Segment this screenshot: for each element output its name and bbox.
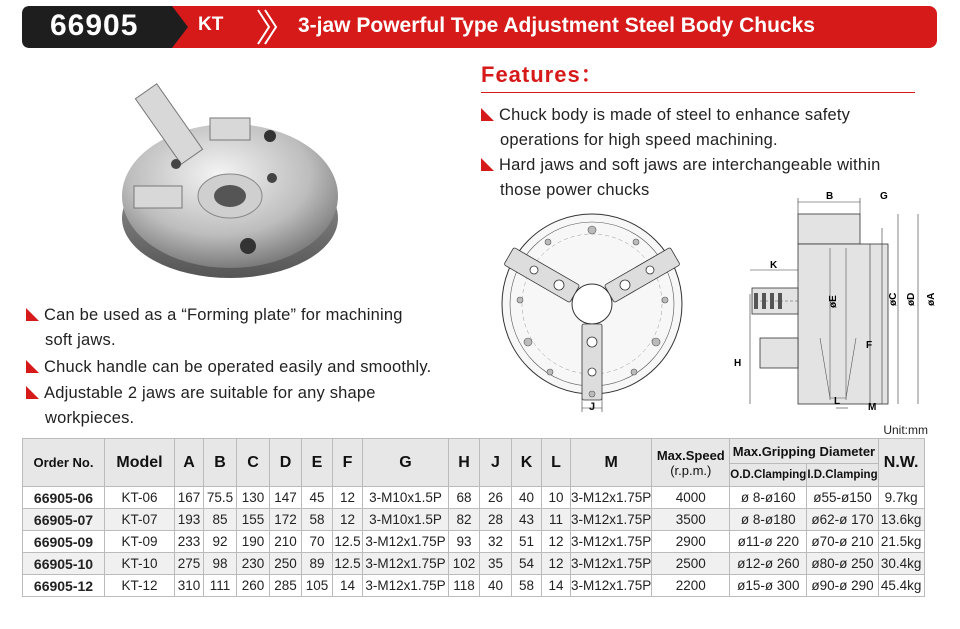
cell-A: 275 — [175, 553, 204, 575]
cell-J: 28 — [480, 509, 512, 531]
dim-label-E: øE — [828, 295, 839, 308]
spec-table — [22, 438, 925, 597]
col-header-K: K — [512, 439, 542, 487]
cell-order: 66905-12 — [23, 575, 105, 597]
cell-G: 3-M12x1.75P — [363, 575, 449, 597]
feature-text: Can be used as a “Forming plate” for machining — [44, 306, 403, 324]
cell-B: 92 — [204, 531, 237, 553]
cell-M: 3-M12x1.75P — [571, 553, 652, 575]
cell-L: 10 — [542, 487, 571, 509]
cell-K: 54 — [512, 553, 542, 575]
cell-H: 82 — [449, 509, 480, 531]
features-heading: Features： — [481, 62, 604, 87]
col-header-B: B — [204, 439, 237, 487]
col-header-id: I.D.Clamping — [807, 464, 878, 487]
col-header-F: F — [333, 439, 363, 487]
cell-speed: 2200 — [652, 575, 730, 597]
cell-J: 40 — [480, 575, 512, 597]
feature-item — [481, 103, 941, 153]
cell-speed: 4000 — [652, 487, 730, 509]
cell-M: 3-M12x1.75P — [571, 575, 652, 597]
table-row — [23, 575, 925, 597]
cell-M: 3-M12x1.75P — [571, 531, 652, 553]
cell-G: 3-M12x1.75P — [363, 553, 449, 575]
cell-L: 12 — [542, 553, 571, 575]
cell-L: 12 — [542, 531, 571, 553]
chuck-photo — [112, 68, 342, 288]
col-header-M: M — [571, 439, 652, 487]
dim-label-G: G — [880, 191, 888, 202]
cell-G: 3-M10x1.5P — [363, 487, 449, 509]
cell-C: 230 — [237, 553, 270, 575]
cell-model: KT-10 — [105, 553, 175, 575]
cell-E: 70 — [302, 531, 333, 553]
col-header-A: A — [175, 439, 204, 487]
table-row — [23, 509, 925, 531]
cell-od: ø 8-ø180 — [730, 509, 807, 531]
cell-nw: 45.4kg — [878, 575, 924, 597]
cell-E: 45 — [302, 487, 333, 509]
cell-H: 118 — [449, 575, 480, 597]
cell-nw: 9.7kg — [878, 487, 924, 509]
cell-order: 66905-09 — [23, 531, 105, 553]
front-view-drawing — [500, 212, 715, 417]
cell-B: 85 — [204, 509, 237, 531]
cell-model: KT-09 — [105, 531, 175, 553]
dim-label-C: øC — [888, 292, 899, 306]
cell-id: ø55-ø150 — [807, 487, 878, 509]
cell-id: ø62-ø 170 — [807, 509, 878, 531]
col-header-C: C — [237, 439, 270, 487]
col-header-J: J — [480, 439, 512, 487]
dim-label-B: B — [826, 191, 834, 202]
cell-order: 66905-10 — [23, 553, 105, 575]
cell-E: 89 — [302, 553, 333, 575]
cell-nw: 13.6kg — [878, 509, 924, 531]
col-header-speed — [652, 439, 730, 487]
unit-note: Unit:mm — [883, 423, 928, 437]
cell-F: 12.5 — [333, 531, 363, 553]
feature-text: Adjustable 2 jaws are suitable for any shape — [44, 384, 376, 402]
header-banner — [22, 6, 937, 48]
col-header-D: D — [270, 439, 302, 487]
series-code: KT — [198, 14, 224, 35]
cell-J: 26 — [480, 487, 512, 509]
cell-G: 3-M12x1.75P — [363, 531, 449, 553]
cell-order: 66905-06 — [23, 487, 105, 509]
bullet-triangle-icon — [26, 360, 39, 373]
col-header-E: E — [302, 439, 333, 487]
dim-label-L: L — [834, 396, 841, 407]
cell-G: 3-M10x1.5P — [363, 509, 449, 531]
cell-F: 12 — [333, 509, 363, 531]
cell-J: 35 — [480, 553, 512, 575]
speed-label: Max.Speed — [656, 447, 725, 463]
col-header-od: O.D.Clamping — [730, 464, 807, 487]
cell-od: ø12-ø 260 — [730, 553, 807, 575]
dim-label-D: øD — [906, 292, 917, 306]
col-header-model: Model — [105, 439, 175, 487]
cell-J: 32 — [480, 531, 512, 553]
side-view-drawing — [720, 188, 950, 416]
cell-A: 310 — [175, 575, 204, 597]
col-header-order: Order No. — [23, 439, 105, 487]
cell-A: 193 — [175, 509, 204, 531]
feature-text: operations for high speed machining. — [500, 131, 778, 149]
features-divider — [481, 92, 915, 93]
dim-label-J: J — [589, 401, 596, 413]
cell-order: 66905-07 — [23, 509, 105, 531]
cell-od: ø 8-ø160 — [730, 487, 807, 509]
cell-model: KT-06 — [105, 487, 175, 509]
feature-text: Hard jaws and soft jaws are interchangeable within — [499, 156, 881, 174]
bullet-triangle-icon — [26, 386, 39, 399]
cell-H: 68 — [449, 487, 480, 509]
cell-B: 111 — [204, 575, 237, 597]
cell-C: 190 — [237, 531, 270, 553]
cell-nw: 21.5kg — [878, 531, 924, 553]
feature-text: soft jaws. — [45, 331, 116, 349]
cell-K: 58 — [512, 575, 542, 597]
table-row — [23, 531, 925, 553]
cell-speed: 3500 — [652, 509, 730, 531]
cell-id: ø80-ø 250 — [807, 553, 878, 575]
cell-speed: 2900 — [652, 531, 730, 553]
feature-item — [26, 355, 496, 380]
cell-M: 3-M12x1.75P — [571, 509, 652, 531]
cell-A: 167 — [175, 487, 204, 509]
col-header-L: L — [542, 439, 571, 487]
cell-speed: 2500 — [652, 553, 730, 575]
feature-item — [26, 381, 496, 431]
col-header-grip: Max.Gripping Diameter — [730, 439, 878, 464]
speed-unit: (r.p.m.) — [670, 462, 712, 478]
cell-model: KT-07 — [105, 509, 175, 531]
cell-M: 3-M12x1.75P — [571, 487, 652, 509]
cell-D: 147 — [270, 487, 302, 509]
dim-label-H: H — [734, 358, 742, 369]
dim-label-M: M — [868, 402, 877, 413]
bullet-triangle-icon — [481, 108, 494, 121]
cell-F: 14 — [333, 575, 363, 597]
table-row — [23, 553, 925, 575]
feature-text: Chuck handle can be operated easily and smoothly. — [44, 358, 432, 376]
cell-C: 155 — [237, 509, 270, 531]
cell-L: 11 — [542, 509, 571, 531]
cell-F: 12.5 — [333, 553, 363, 575]
feature-text: Chuck body is made of steel to enhance safety — [499, 106, 851, 124]
cell-E: 58 — [302, 509, 333, 531]
cell-D: 285 — [270, 575, 302, 597]
feature-item — [26, 303, 496, 353]
cell-F: 12 — [333, 487, 363, 509]
cell-id: ø70-ø 210 — [807, 531, 878, 553]
bullet-triangle-icon — [26, 308, 39, 321]
cell-A: 233 — [175, 531, 204, 553]
col-header-nw: N.W. — [878, 439, 924, 487]
cell-B: 98 — [204, 553, 237, 575]
feature-text: those power chucks — [500, 181, 650, 199]
cell-od: ø11-ø 220 — [730, 531, 807, 553]
cell-K: 40 — [512, 487, 542, 509]
feature-text: workpieces. — [45, 409, 135, 427]
cell-C: 260 — [237, 575, 270, 597]
table-row — [23, 487, 925, 509]
cell-K: 51 — [512, 531, 542, 553]
cell-model: KT-12 — [105, 575, 175, 597]
dim-label-F: F — [866, 340, 873, 351]
bullet-triangle-icon — [481, 158, 494, 171]
col-header-G: G — [363, 439, 449, 487]
cell-E: 105 — [302, 575, 333, 597]
cell-D: 250 — [270, 553, 302, 575]
cell-C: 130 — [237, 487, 270, 509]
cell-L: 14 — [542, 575, 571, 597]
cell-H: 93 — [449, 531, 480, 553]
cell-D: 210 — [270, 531, 302, 553]
cell-K: 43 — [512, 509, 542, 531]
cell-D: 172 — [270, 509, 302, 531]
dim-label-K: K — [770, 260, 778, 271]
dim-label-A: øA — [926, 292, 937, 306]
page-title: 3-jaw Powerful Type Adjustment Steel Body Chucks — [298, 14, 815, 37]
cell-H: 102 — [449, 553, 480, 575]
cell-B: 75.5 — [204, 487, 237, 509]
product-code: 66905 — [50, 9, 139, 42]
cell-od: ø15-ø 300 — [730, 575, 807, 597]
cell-nw: 30.4kg — [878, 553, 924, 575]
col-header-H: H — [449, 439, 480, 487]
cell-id: ø90-ø 290 — [807, 575, 878, 597]
